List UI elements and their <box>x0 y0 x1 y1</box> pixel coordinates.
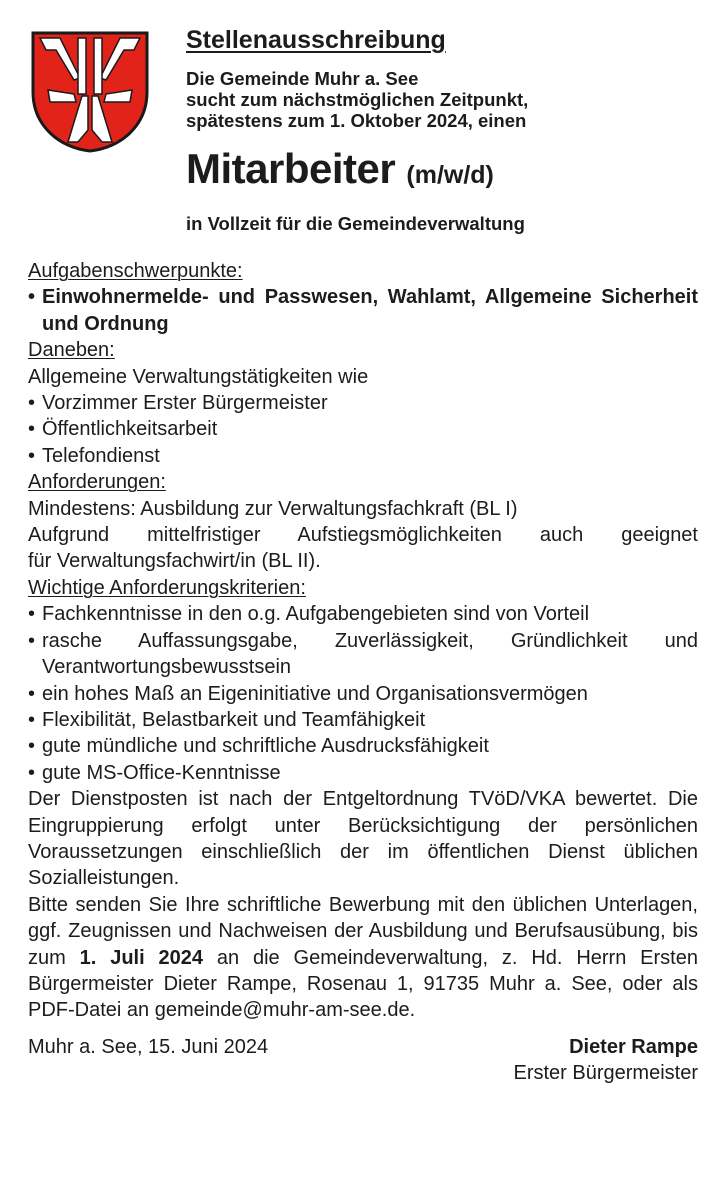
place-date: Muhr a. See, 15. Juni 2024 <box>28 1035 269 1058</box>
intro-block <box>186 68 706 131</box>
signer-title: Erster Bürgermeister <box>513 1062 698 1085</box>
bullet-icon: • <box>28 444 36 467</box>
page-title: Stellenausschreibung <box>186 26 446 54</box>
list-item: • Flexibilität, Belastbarkeit und Teamfähigkeit <box>28 707 698 733</box>
list-item: • Vorzimmer Erster Bürgermeister <box>28 390 698 416</box>
list-item: • gute mündliche und schriftliche Ausdrucksfähigkeit <box>28 733 698 759</box>
signer-name: Dieter Rampe <box>569 1035 698 1058</box>
bullet-icon: • <box>28 761 36 784</box>
intro-line: sucht zum nächstmöglichen Zeitpunkt, <box>186 89 529 110</box>
list-item: • Einwohnermelde- und Passwesen, Wahlamt, Allgemeine Sicherheit und Ordnung <box>28 284 698 337</box>
application-paragraph: Bitte senden Sie Ihre schriftliche Bewerbung mit den üblichen Unterlagen, ggf. Zeugnissen und Nachweisen der Ausbildung und Berufsausübung, bis zum 1. Juli 2024 an die Gemeindeverwaltung, z. Hd. Herrn Ersten Bürgermeister Dieter Rampe, Rosenau 1, 91735 Muhr a. See, oder als PDF-Datei an gemeinde@muhr-am-see.de. <box>28 893 698 1022</box>
job-title-suffix: (m/w/d) <box>406 161 494 189</box>
signer <box>514 1034 699 1087</box>
bullet-icon: • <box>28 708 36 731</box>
bullet-icon: • <box>28 629 36 652</box>
deadline: 1. Juli 2024 <box>79 946 203 969</box>
requirements-line: Aufgrund mittelfristiger Aufstiegsmöglichkeiten auch geeignet <box>28 524 698 547</box>
list-item: • Fachkenntnisse in den o.g. Aufgabengebieten sind von Vorteil <box>28 601 698 627</box>
list-item: • Öffentlichkeitsarbeit <box>28 416 698 442</box>
intro-line: spätestens zum 1. Oktober 2024, einen <box>186 110 527 131</box>
bullet-icon: • <box>28 418 36 441</box>
pay-paragraph: Der Dienstposten ist nach der Entgeltordnung TVöD/VKA bewertet. Die Eingruppierung erfolgt unter Berücksichtigung der persönlichen Voraussetzungen einschließlich der im öffentlichen Dienst üblichen Sozialleistungen. <box>28 788 698 890</box>
also-heading: Daneben: <box>28 339 115 362</box>
bullet-icon: • <box>28 286 36 309</box>
list-item: • gute MS-Office-Kenntnisse <box>28 760 698 786</box>
requirements-line: für Verwaltungsfachwirt/in (BL II). <box>28 550 321 573</box>
coat-of-arms-icon <box>30 30 150 154</box>
signature-block <box>28 1034 698 1087</box>
ad-body <box>28 258 698 1087</box>
bullet-icon: • <box>28 682 36 705</box>
job-title-text: Mitarbeiter <box>186 145 396 192</box>
requirements-line: Mindestens: Ausbildung zur Verwaltungsfachkraft (BL I) <box>28 497 518 520</box>
bullet-icon: • <box>28 392 36 415</box>
header <box>186 24 706 235</box>
tasks-heading: Aufgabenschwerpunkte: <box>28 260 243 282</box>
criteria-heading: Wichtige Anforderungskriterien: <box>28 576 306 599</box>
job-title <box>186 145 706 199</box>
list-item: • ein hohes Maß an Eigeninitiative und Organisationsvermögen <box>28 681 698 707</box>
intro-line: Die Gemeinde Muhr a. See <box>186 68 419 89</box>
requirements-heading: Anforderungen: <box>28 471 166 494</box>
bullet-icon: • <box>28 735 36 758</box>
list-item: • Telefondienst <box>28 443 698 469</box>
job-subtitle: in Vollzeit für die Gemeindeverwaltung <box>186 213 525 234</box>
bullet-icon: • <box>28 603 36 626</box>
list-item: • rasche Auffassungsgabe, Zuverlässigkeit, Gründlichkeit und Verantwortungsbewusstsein <box>28 628 698 681</box>
also-intro: Allgemeine Verwaltungstätigkeiten wie <box>28 365 369 388</box>
